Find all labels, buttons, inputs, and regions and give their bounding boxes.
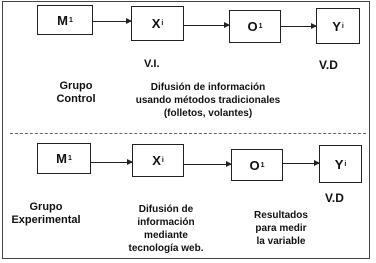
experimental-box-yi [319,145,362,183]
control-box-xi [131,6,184,41]
control-box-o1 [229,10,281,43]
experimental-box-m1 [37,143,91,174]
group-separator [10,133,366,134]
experimental-box-m1-sub: 1 [67,155,72,162]
control-box-xi-sub: i [161,20,164,27]
experimental-arrow-3 [283,163,319,164]
experimental-results-line2: para medir [255,223,307,234]
experimental-diffusion-line2: información [137,217,195,228]
experimental-group-label-line1: Grupo [29,201,63,213]
experimental-arrow-1 [91,162,132,163]
control-box-yi-sub: i [341,22,344,30]
experimental-vd-label: V.D [325,191,344,205]
control-box-yi [316,8,360,44]
control-box-m1-sub: 1 [68,16,73,24]
control-arrow-1 [93,21,131,22]
experimental-results-line3: la variable [256,236,306,247]
experimental-diffusion-text [118,203,214,255]
experimental-box-m1-main: M [56,151,67,166]
experimental-arrow-2 [184,164,231,165]
vi-label: V.I. [144,58,160,70]
experimental-group-label [4,201,88,227]
experimental-box-yi-main: Y [334,156,344,172]
experimental-results-text [240,209,322,248]
control-vd-label: V.D [319,58,338,72]
experimental-box-xi-main: X [152,153,161,168]
control-box-o1-sub: 1 [258,23,263,30]
experimental-diffusion-line4: tecnología web. [128,243,204,254]
experimental-box-xi-sub: i [161,157,164,164]
control-box-m1 [37,5,93,35]
control-group-label-line2: Control [56,93,96,105]
experimental-box-o1 [231,149,283,181]
experimental-group-label-line2: Experimental [11,214,81,226]
experimental-results-line1: Resultados [254,210,308,221]
control-arrow-2 [184,25,229,26]
experimental-box-o1-main: O [249,157,260,173]
control-box-m1-main: M [57,12,68,28]
control-diffusion-line3: (folletos, volantes) [163,108,253,119]
experimental-box-xi [132,144,184,177]
experimental-diffusion-line3: mediante [144,230,188,241]
control-arrow-3 [281,26,316,27]
control-diffusion-line2: usando métodos tradicionales [135,95,281,106]
experimental-box-o1-sub: 1 [260,161,265,169]
experimental-box-yi-sub: i [344,160,347,168]
control-box-o1-main: O [247,19,258,34]
control-box-xi-main: X [151,16,161,31]
control-box-yi-main: Y [332,18,341,34]
control-diffusion-line1: Difusión de información [150,82,266,93]
control-group-label [44,80,108,106]
control-diffusion-text [114,81,302,120]
control-group-label-line1: Grupo [59,80,93,92]
experimental-diffusion-line1: Difusión de [138,204,194,215]
